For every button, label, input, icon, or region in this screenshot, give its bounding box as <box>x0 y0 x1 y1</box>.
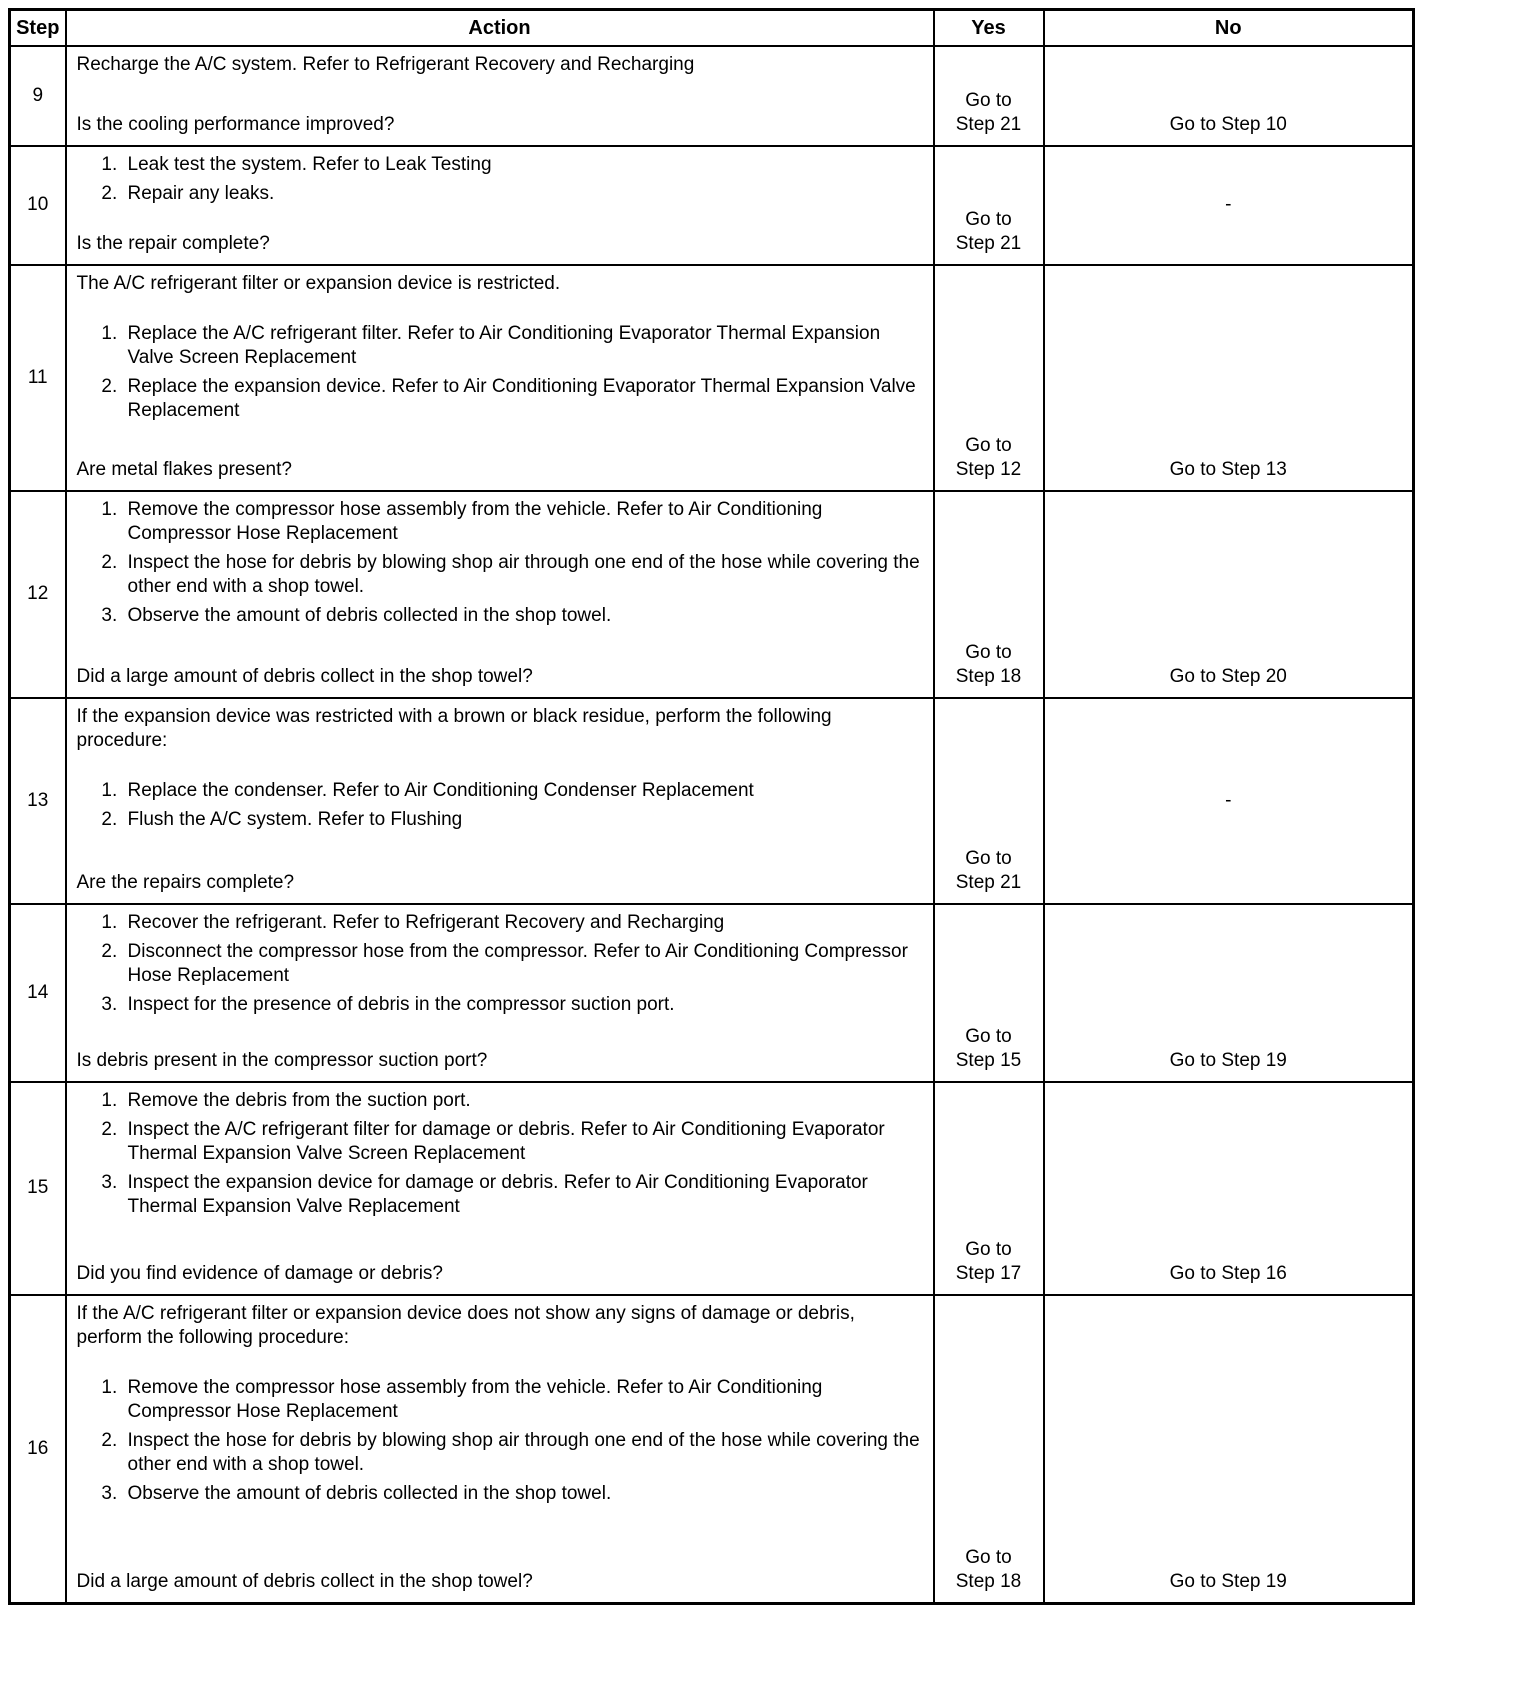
no-cell: Go to Step 13 <box>1044 265 1414 491</box>
diagnostic-table <box>8 8 1415 1605</box>
action-intro: The A/C refrigerant filter or expansion device is restricted. <box>76 272 561 294</box>
table-row-step-15 <box>10 1082 1414 1295</box>
no-cell: Go to Step 20 <box>1044 491 1414 698</box>
action-question: Are the repairs complete? <box>76 871 295 893</box>
yes-cell <box>934 1082 1044 1295</box>
action-step-item: 3. Inspect for the presence of debris in the compressor suction port. <box>123 993 923 1017</box>
action-question: Are metal flakes present? <box>76 458 292 480</box>
action-step-item: 1. Remove the compressor hose assembly from the vehicle. Refer to Air Conditioning Compressor Hose Replacement <box>123 1376 923 1424</box>
action-content <box>77 53 923 137</box>
action-cell <box>66 904 934 1082</box>
yes-goto-line: Go to <box>965 1025 1012 1047</box>
action-cell <box>66 46 934 146</box>
action-step-item: 1. Recover the refrigerant. Refer to Refrigerant Recovery and Recharging <box>123 911 923 935</box>
header-yes: Yes <box>934 10 1044 46</box>
action-content <box>77 153 923 256</box>
header-action: Action <box>66 10 934 46</box>
action-step-item: 1. Remove the compressor hose assembly from the vehicle. Refer to Air Conditioning Compressor Hose Replacement <box>123 498 923 546</box>
action-step-item: 1. Replace the A/C refrigerant filter. Refer to Air Conditioning Evaporator Thermal Expansion Valve Screen Replacement <box>123 322 923 370</box>
yes-goto-line: Step 21 <box>955 113 1022 135</box>
step-number: 12 <box>10 491 66 698</box>
action-question: Is debris present in the compressor suction port? <box>76 1049 488 1071</box>
action-intro: If the expansion device was restricted with a brown or black residue, perform the following procedure: <box>76 705 832 751</box>
action-cell <box>66 146 934 265</box>
action-step-item: 2. Inspect the hose for debris by blowing shop air through one end of the hose while covering the other end with a shop towel. <box>123 1429 923 1477</box>
step-number: 11 <box>10 265 66 491</box>
yes-goto-line: Step 17 <box>955 1262 1022 1284</box>
action-question: Is the repair complete? <box>76 232 270 254</box>
action-content <box>77 1089 923 1286</box>
action-step-item: 1. Replace the condenser. Refer to Air Conditioning Condenser Replacement <box>123 779 923 803</box>
table-row-step-11 <box>10 265 1414 491</box>
step-number: 14 <box>10 904 66 1082</box>
no-cell: Go to Step 19 <box>1044 904 1414 1082</box>
no-cell: - <box>1044 698 1414 904</box>
action-step-item: 1. Leak test the system. Refer to Leak Testing <box>123 153 923 177</box>
action-question: Did you find evidence of damage or debris? <box>76 1262 444 1284</box>
action-steps-list <box>77 322 923 423</box>
no-cell: Go to Step 19 <box>1044 1295 1414 1604</box>
yes-goto-line: Go to <box>965 89 1012 111</box>
action-intro: Recharge the A/C system. Refer to Refrigerant Recovery and Recharging <box>76 53 695 75</box>
action-steps-list <box>77 1376 923 1506</box>
table-row-step-12 <box>10 491 1414 698</box>
yes-goto-line: Step 12 <box>955 458 1022 480</box>
action-question: Did a large amount of debris collect in the shop towel? <box>76 1570 533 1592</box>
action-step-item: 2. Replace the expansion device. Refer to Air Conditioning Evaporator Thermal Expansion Valve Replacement <box>123 375 923 423</box>
step-number: 9 <box>10 46 66 146</box>
action-question: Is the cooling performance improved? <box>76 113 395 135</box>
no-cell: - <box>1044 146 1414 265</box>
yes-cell <box>934 904 1044 1082</box>
yes-goto-line: Go to <box>965 434 1012 456</box>
action-steps-list <box>77 153 923 206</box>
action-content <box>77 911 923 1073</box>
table-header-row <box>10 10 1414 46</box>
table-row-step-14 <box>10 904 1414 1082</box>
yes-goto-line: Go to <box>965 1546 1012 1568</box>
yes-goto-line: Step 21 <box>955 871 1022 893</box>
action-steps-list <box>77 498 923 628</box>
action-step-item: 3. Observe the amount of debris collected in the shop towel. <box>123 1482 923 1506</box>
step-number: 15 <box>10 1082 66 1295</box>
table-body <box>10 46 1414 1604</box>
yes-goto-line: Step 18 <box>955 665 1022 687</box>
action-content <box>77 272 923 482</box>
yes-goto-line: Step 15 <box>955 1049 1022 1071</box>
yes-goto-line: Step 21 <box>955 232 1022 254</box>
table-row-step-13 <box>10 698 1414 904</box>
action-content <box>77 498 923 689</box>
step-number: 16 <box>10 1295 66 1604</box>
action-cell <box>66 265 934 491</box>
action-cell <box>66 1295 934 1604</box>
header-no: No <box>1044 10 1414 46</box>
header-step: Step <box>10 10 66 46</box>
no-cell: Go to Step 10 <box>1044 46 1414 146</box>
action-steps-list <box>77 911 923 1017</box>
table-row-step-16 <box>10 1295 1414 1604</box>
action-step-item: 3. Observe the amount of debris collected in the shop towel. <box>123 604 923 628</box>
action-question: Did a large amount of debris collect in the shop towel? <box>76 665 533 687</box>
action-steps-list <box>77 1089 923 1219</box>
action-step-item: 1. Remove the debris from the suction port. <box>123 1089 923 1113</box>
action-cell <box>66 491 934 698</box>
step-number: 10 <box>10 146 66 265</box>
action-step-item: 2. Inspect the hose for debris by blowing shop air through one end of the hose while covering the other end with a shop towel. <box>123 551 923 599</box>
yes-cell <box>934 146 1044 265</box>
action-step-item: 2. Disconnect the compressor hose from the compressor. Refer to Air Conditioning Compressor Hose Replacement <box>123 940 923 988</box>
action-step-item: 3. Inspect the expansion device for damage or debris. Refer to Air Conditioning Evaporator Thermal Expansion Valve Replacement <box>123 1171 923 1219</box>
action-step-item: 2. Inspect the A/C refrigerant filter for damage or debris. Refer to Air Conditioning Evaporator Thermal Expansion Valve Screen Replacement <box>123 1118 923 1166</box>
action-content <box>77 1302 923 1594</box>
yes-goto-line: Go to <box>965 641 1012 663</box>
action-cell <box>66 698 934 904</box>
yes-goto-line: Go to <box>965 1238 1012 1260</box>
table-row-step-10 <box>10 146 1414 265</box>
yes-cell <box>934 1295 1044 1604</box>
yes-goto-line: Step 18 <box>955 1570 1022 1592</box>
table-row-step-9 <box>10 46 1414 146</box>
yes-goto-line: Go to <box>965 847 1012 869</box>
action-steps-list <box>77 779 923 832</box>
action-intro: If the A/C refrigerant filter or expansion device does not show any signs of damage or debris, perform the following procedure: <box>76 1302 855 1348</box>
action-step-item: 2. Repair any leaks. <box>123 182 923 206</box>
action-step-item: 2. Flush the A/C system. Refer to Flushing <box>123 808 923 832</box>
yes-cell <box>934 46 1044 146</box>
yes-cell <box>934 491 1044 698</box>
step-number: 13 <box>10 698 66 904</box>
action-content <box>77 705 923 895</box>
action-cell <box>66 1082 934 1295</box>
yes-cell <box>934 698 1044 904</box>
yes-cell <box>934 265 1044 491</box>
yes-goto-line: Go to <box>965 208 1012 230</box>
no-cell: Go to Step 16 <box>1044 1082 1414 1295</box>
